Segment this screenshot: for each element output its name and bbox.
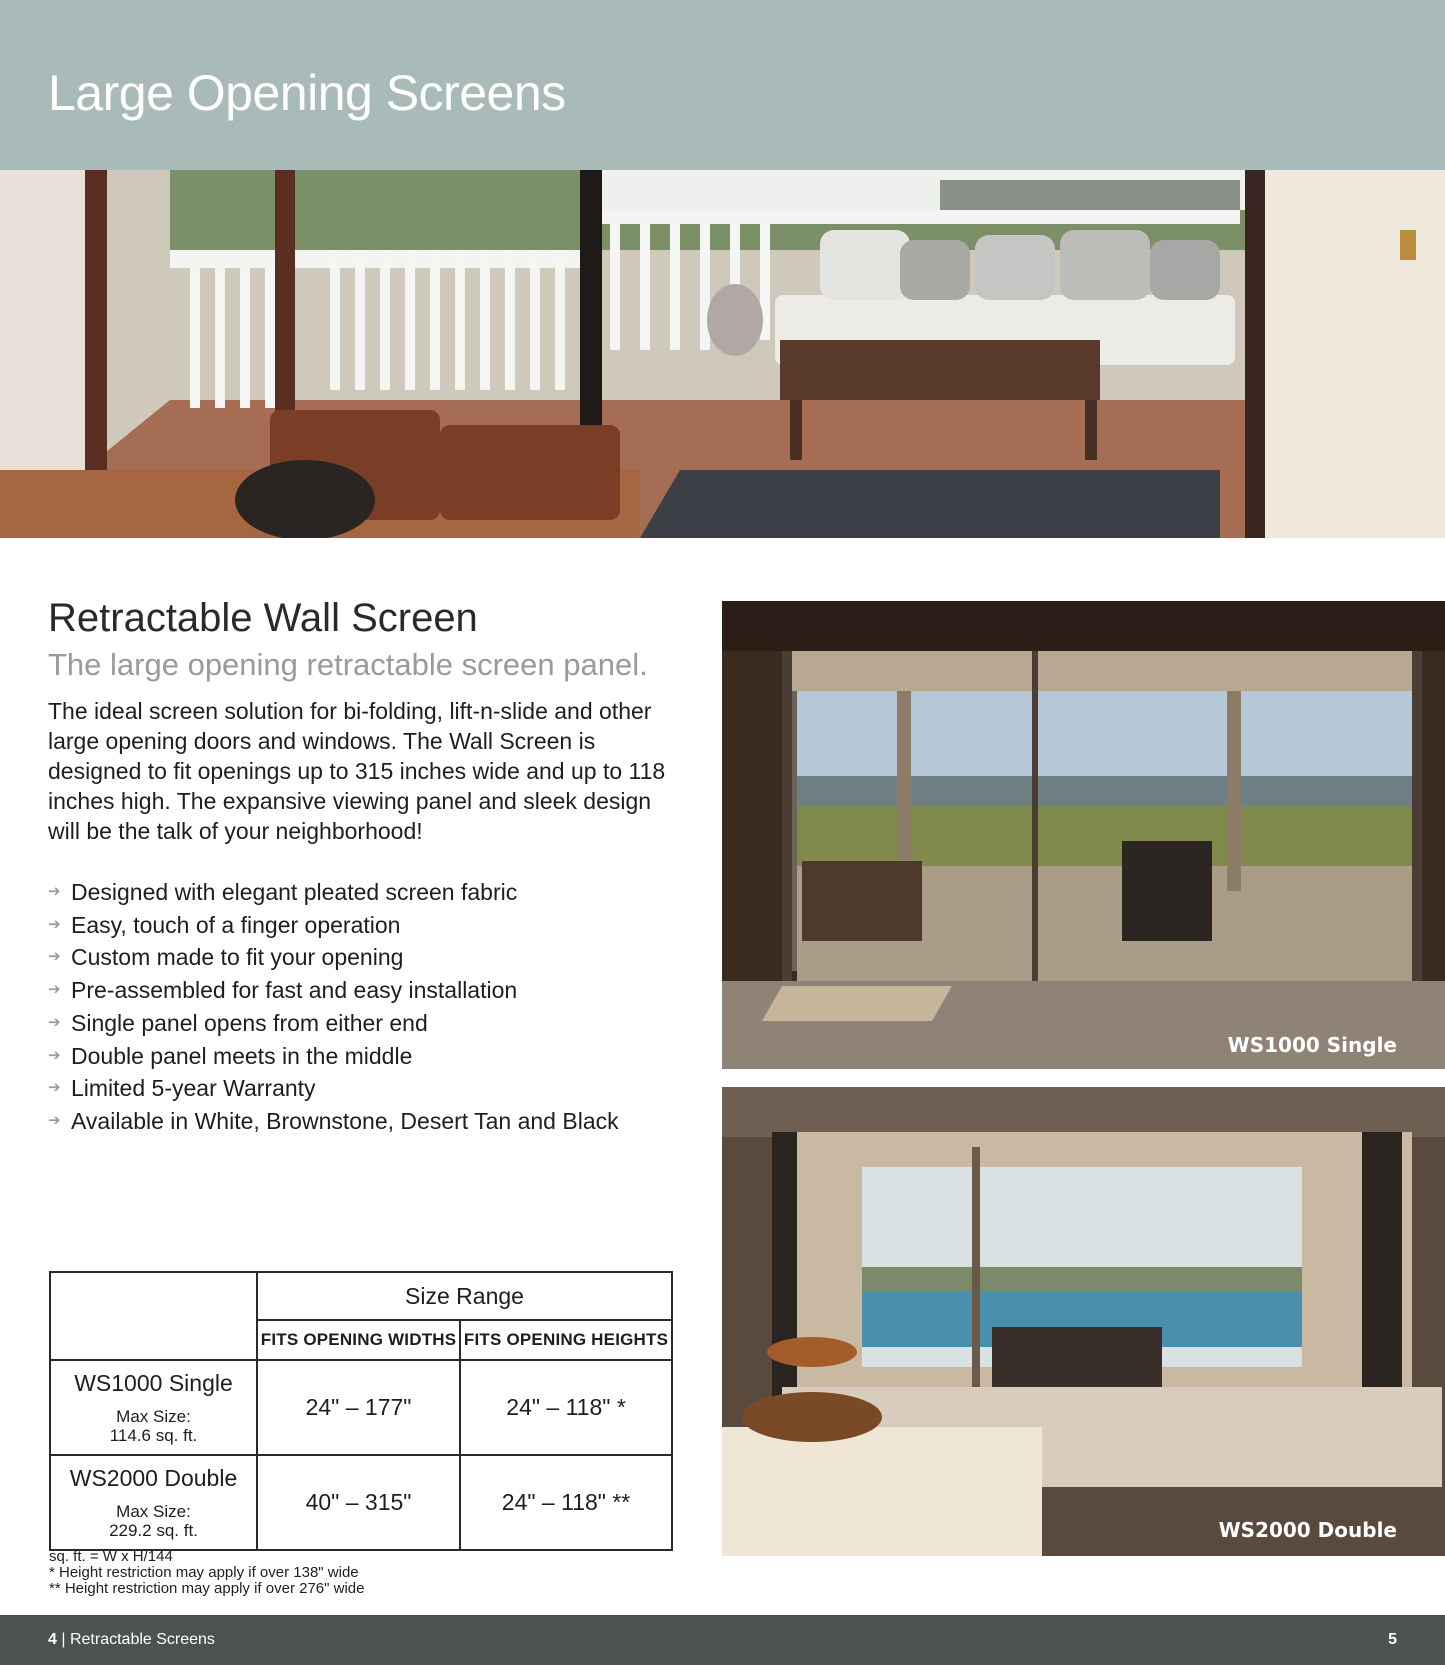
arrow-right-icon: ➔ <box>48 981 61 999</box>
list-item: ➔ Custom made to fit your opening <box>48 941 688 974</box>
footnote: * Height restriction may apply if over 138" wide <box>49 1564 359 1581</box>
arrow-right-icon: ➔ <box>48 1046 61 1064</box>
arrow-right-icon: ➔ <box>48 883 61 900</box>
ws1000-scene-illustration <box>722 601 1445 1069</box>
ws1000-photo <box>722 601 1445 1069</box>
list-item: ➔ Double panel meets in the middle <box>48 1040 688 1073</box>
ws2000-photo <box>722 1087 1445 1556</box>
page-footer <box>0 1615 1445 1665</box>
list-item: ➔ Pre-assembled for fast and easy installation <box>48 974 688 1007</box>
table-row <box>50 1455 672 1550</box>
arrow-right-icon: ➔ <box>48 948 61 966</box>
page-header <box>0 0 1445 170</box>
table-group-header: Size Range <box>257 1272 672 1320</box>
page-number-right: 5 <box>1388 1631 1397 1648</box>
widths-cell: 40" – 315" <box>257 1455 460 1550</box>
arrow-right-icon: ➔ <box>48 1013 61 1031</box>
photo-caption: WS2000 Double <box>1218 1518 1397 1542</box>
list-item: ➔ Limited 5-year Warranty <box>48 1072 688 1105</box>
column-header-widths: FITS OPENING WIDTHS <box>257 1320 460 1360</box>
model-cell <box>50 1455 257 1550</box>
model-cell <box>50 1360 257 1455</box>
ws2000-scene-illustration <box>722 1087 1445 1556</box>
widths-cell: 24" – 177" <box>257 1360 460 1455</box>
page-title: Large Opening Screens <box>48 65 566 121</box>
model-name: WS1000 Single <box>74 1370 233 1396</box>
heights-cell: 24" – 118" * <box>460 1360 672 1455</box>
intro-paragraph: The ideal screen solution for bi-folding, lift-n-slide and other large opening doors and windows. The Wall Screen is designed to fit openings up to 315 inches wide and up to 118 inches high. The expansive viewing panel and sleek design will be the talk of your neighborhood! <box>48 698 666 844</box>
table-footnotes <box>49 1549 364 1597</box>
table-corner-cell <box>50 1272 257 1360</box>
list-item: ➔ Designed with elegant pleated screen fabric <box>48 876 688 909</box>
size-range-table <box>49 1271 673 1551</box>
heights-cell: 24" – 118" ** <box>460 1455 672 1550</box>
footer-separator: | <box>61 1631 66 1648</box>
list-item: ➔ Single panel opens from either end <box>48 1007 688 1040</box>
max-size: Max Size: 229.2 sq. ft. <box>109 1502 198 1540</box>
list-item: ➔ Available in White, Brownstone, Desert Tan and Black <box>48 1105 688 1138</box>
arrow-right-icon: ➔ <box>48 915 61 933</box>
footnote: sq. ft. = W x H/144 <box>49 1548 173 1565</box>
footer-left <box>48 1631 215 1649</box>
table-row <box>50 1360 672 1455</box>
hero-porch-photo <box>0 170 1445 538</box>
section-title: Retractable Wall Screen <box>48 596 478 640</box>
page-number-left: 4 <box>48 1631 57 1648</box>
column-header-heights: FITS OPENING HEIGHTS <box>460 1320 672 1360</box>
footnote: ** Height restriction may apply if over 276" wide <box>49 1580 365 1597</box>
footer-section-name: Retractable Screens <box>69 1631 215 1648</box>
arrow-right-icon: ➔ <box>48 1079 61 1097</box>
arrow-right-icon: ➔ <box>48 1111 61 1129</box>
section-subtitle: The large opening retractable screen panel. <box>48 647 648 682</box>
hero-porch-illustration <box>0 170 1445 538</box>
list-item: ➔ Easy, touch of a finger operation <box>48 909 688 942</box>
model-name: WS2000 Double <box>69 1465 238 1491</box>
photo-caption: WS1000 Single <box>1227 1033 1397 1057</box>
max-size: Max Size: 114.6 sq. ft. <box>109 1407 198 1445</box>
feature-list <box>48 876 688 1138</box>
